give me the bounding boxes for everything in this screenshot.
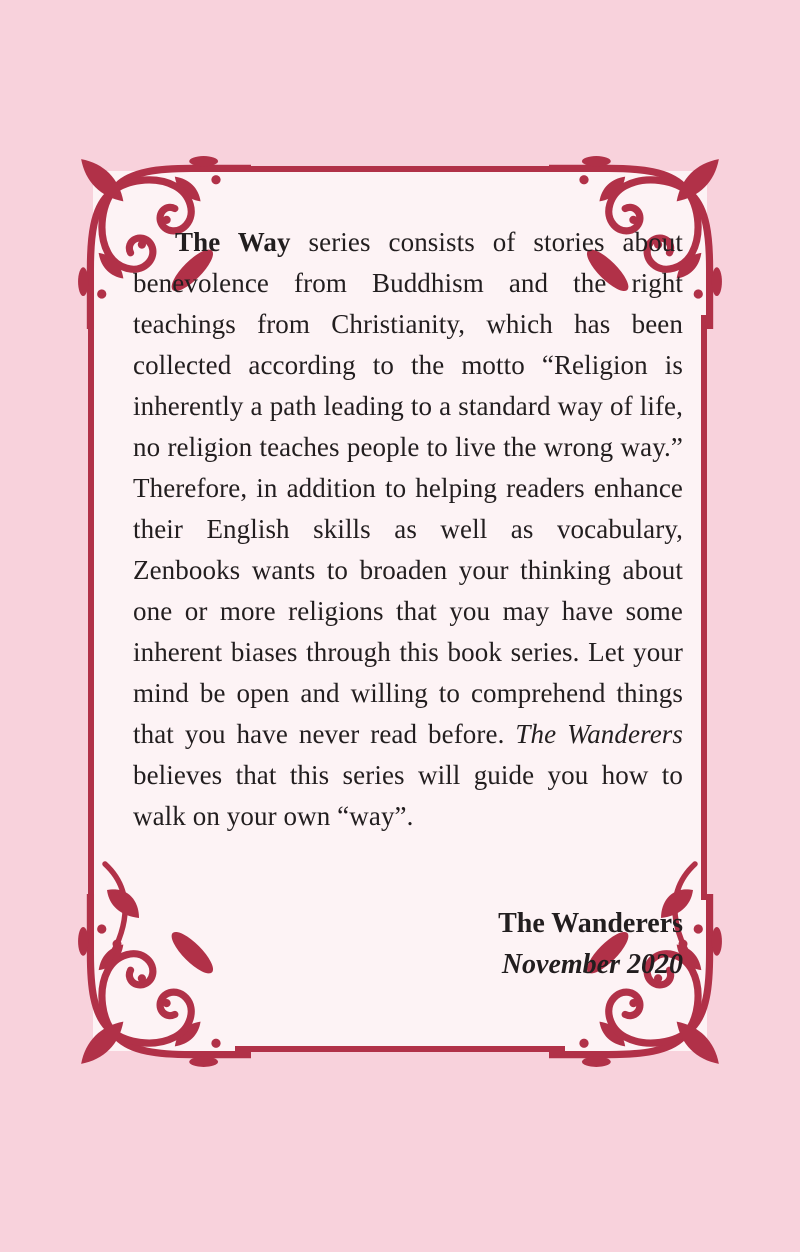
signature-block <box>498 903 683 985</box>
leaf-sprig-flourish-left-icon <box>99 860 145 964</box>
frame-rule-right <box>701 315 707 900</box>
paragraph-text-1: series consists of stories about benevolence from Buddhism and the right teachings from Christianity, which has been collected according to the motto “Religion is inherently a path leading to a standard way of life, no religion teaches people to live the wrong way.” Therefore, in addition to helping readers enhance their English skills as well as vocabulary, Zenbooks wants to broaden your thinking about one or more religions that you may have some inherent biases through this book series. Let your mind be open and willing to comprehend things that you have never read before. <box>133 227 683 749</box>
paragraph-text-2: believes that this series will guide you how to walk on your own “way”. <box>133 760 683 831</box>
preface-paragraph <box>133 222 683 837</box>
frame-rule-left <box>88 315 94 900</box>
frame-rule-bottom <box>235 1046 565 1052</box>
frame-rule-top <box>235 166 565 172</box>
publisher-name-inline: The Wanderers <box>515 719 683 749</box>
preface-text-block <box>133 222 683 837</box>
series-title: The Way <box>175 227 291 257</box>
signature-date: November 2020 <box>501 949 683 980</box>
signature-name: The Wanderers <box>498 908 683 939</box>
